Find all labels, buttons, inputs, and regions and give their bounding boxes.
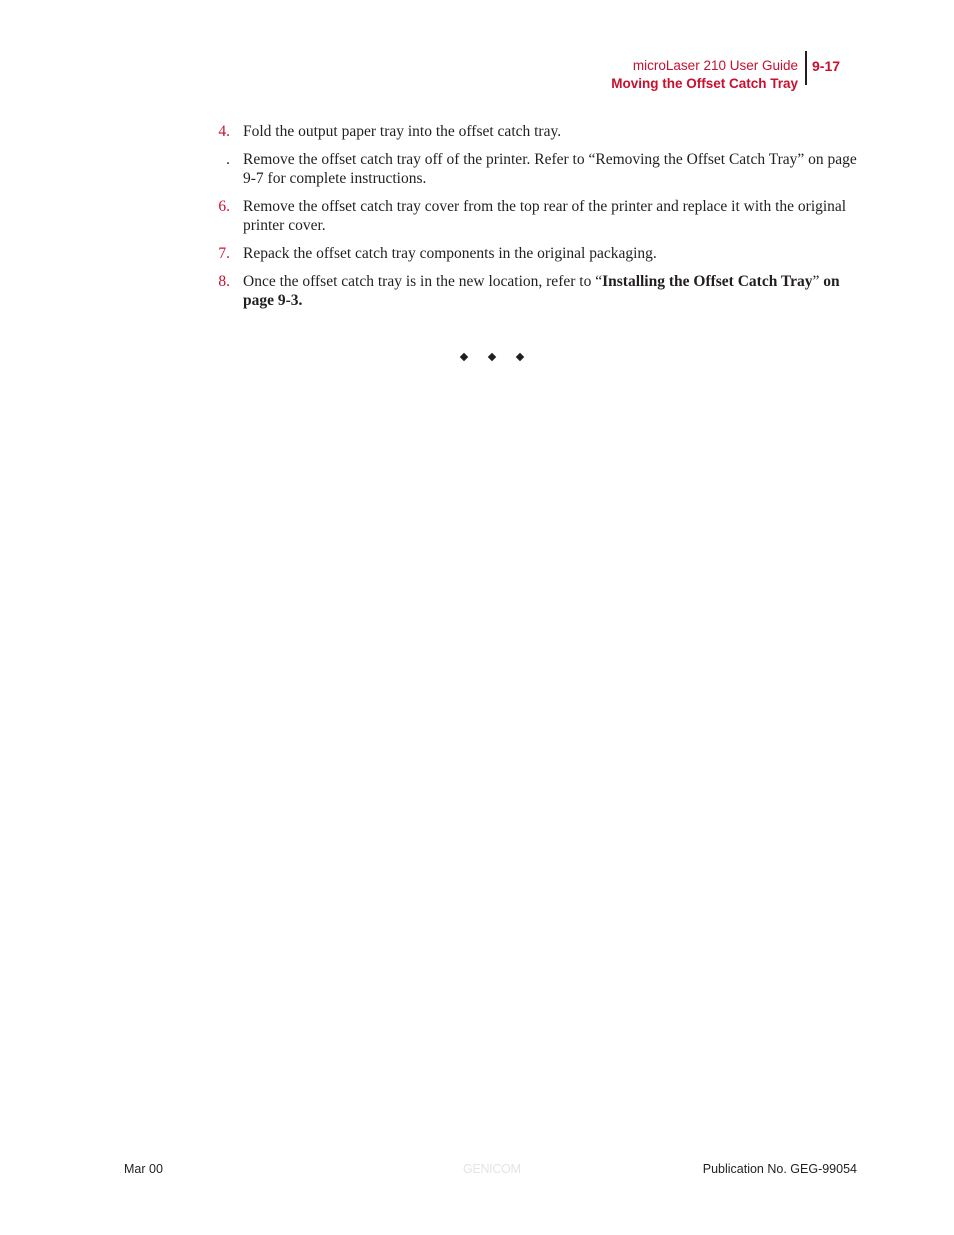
- step-text-mid: ”: [812, 273, 824, 290]
- step-text: Fold the output paper tray into the offset catch tray.: [243, 123, 562, 140]
- footer-publication: Publication No. GEG-99054: [702, 1162, 857, 1176]
- section-title: Moving the Offset Catch Tray: [611, 76, 798, 91]
- footer-watermark: GENICOM: [463, 1162, 521, 1176]
- step-number: 8.: [218, 273, 230, 290]
- cross-reference-page[interactable]: on page 9-3.: [243, 273, 840, 309]
- diamond-icon: [516, 353, 524, 361]
- cross-reference-link[interactable]: Installing the Offset Catch Tray: [602, 273, 813, 290]
- section-end-ornament: [0, 347, 954, 365]
- step-number: 7.: [218, 245, 230, 262]
- page-number: 9-17: [812, 58, 841, 74]
- step-number: 6.: [218, 198, 230, 215]
- step-text: Remove the offset catch tray off of the printer. Refer to “Removing the Offset Catch Tray” on page 9-7 for complete instructions.: [243, 151, 857, 187]
- step-number: 4.: [218, 123, 230, 140]
- procedure-steps: [210, 122, 860, 319]
- running-header: [611, 57, 798, 93]
- step-text-prefix: Once the offset catch tray is in the new location, refer to “: [243, 273, 603, 290]
- step-text: Repack the offset catch tray components in the original packaging.: [243, 245, 657, 262]
- step-item: [210, 150, 860, 188]
- diamond-icon: [460, 353, 468, 361]
- step-item: [210, 272, 860, 310]
- diamond-icon: [488, 353, 496, 361]
- step-item: [210, 122, 860, 141]
- step-item: [210, 197, 860, 235]
- header-divider: [805, 51, 807, 85]
- step-number: .: [226, 151, 230, 168]
- step-item: [210, 244, 860, 263]
- footer-date: Mar 00: [124, 1162, 163, 1176]
- step-text: Remove the offset catch tray cover from the top rear of the printer and replace it with the original printer cover.: [243, 198, 847, 234]
- guide-title: microLaser 210 User Guide: [632, 58, 798, 73]
